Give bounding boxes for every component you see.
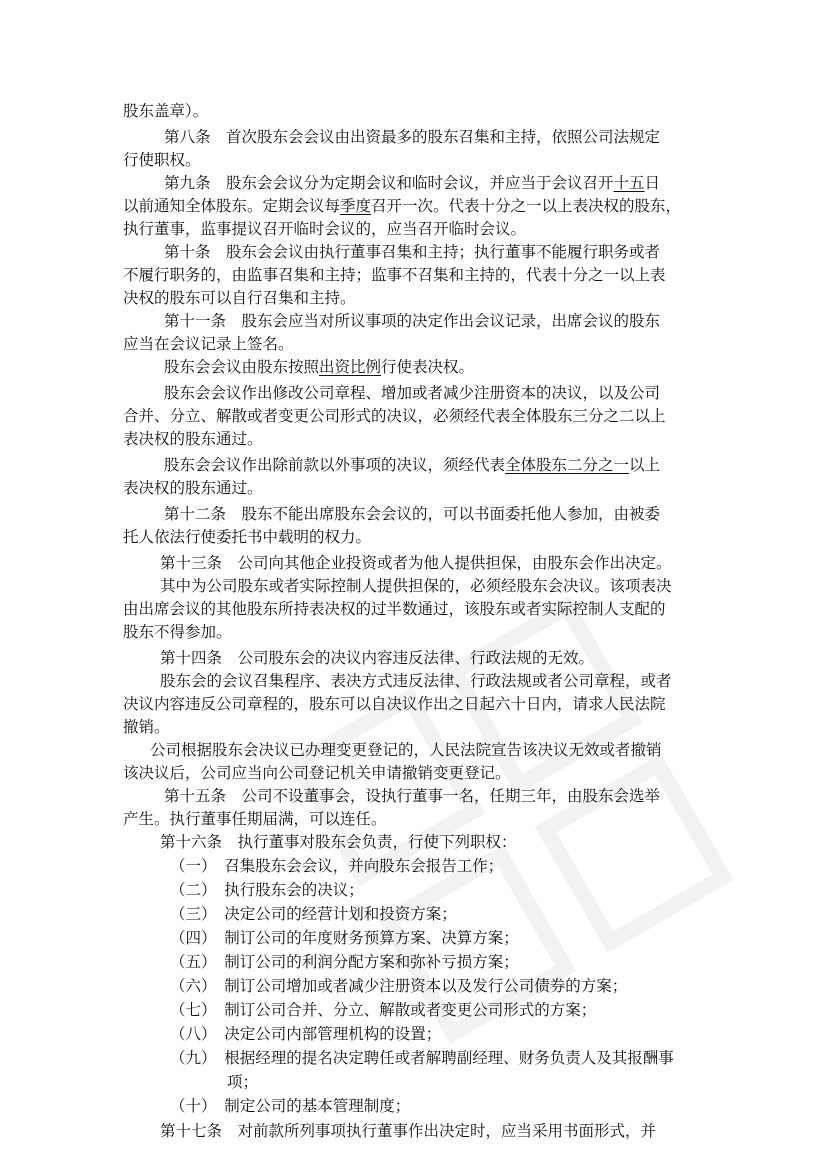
text-line: 第八条 首次股东会会议由出资最多的股东召集和主持，依照公司法规定 [164, 128, 661, 146]
text-segment: 行使表决权。 [381, 358, 475, 376]
list-item-continuation: 项； [227, 1073, 259, 1091]
text-line [164, 454, 660, 476]
text-line: 公司根据股东会决议已办理变更登记的，人民法院宣告该决议无效或者撤销 [150, 741, 662, 759]
text-segment: 第九条 股东会会议分为定期会议和临时会议，并应当于会议召开 [164, 174, 614, 192]
text-line: 撤销。 [123, 718, 170, 736]
text-line [123, 195, 681, 217]
text-line: 第十六条 执行董事对股东会负责，行使下列职权： [160, 833, 517, 851]
text-line: 股东不得参加。 [123, 623, 232, 641]
list-item: （六） 制订公司增加或者减少注册资本以及发行公司债券的方案； [170, 977, 628, 995]
list-item: （二） 执行股东会的决议； [170, 881, 364, 899]
text-line: 第十五条 公司不设董事会，设执行董事一名，任期三年，由股东会选举 [164, 787, 661, 805]
text-line: 第十二条 股东不能出席股东会会议的，可以书面委托他人参加，由被委 [164, 505, 661, 523]
list-item: （八） 决定公司内部管理机构的设置； [170, 1025, 442, 1043]
underlined-value: 出资比例 [319, 358, 382, 376]
text-line: 行使职权。 [123, 151, 201, 169]
list-item: （九） 根据经理的提名决定聘任或者解聘副经理、财务负责人及其报酬事 [170, 1049, 674, 1067]
text-line: 第十七条 对前款所列事项执行董事作出决定时，应当采用书面形式，并 [160, 1122, 657, 1140]
text-line [164, 172, 660, 194]
text-line: 决权的股东可以自行召集和主持。 [123, 289, 356, 307]
list-item: （三） 决定公司的经营计划和投资方案； [170, 905, 457, 923]
underlined-value: 十五 [613, 174, 645, 192]
list-item: （七） 制订公司合并、分立、解散或者变更公司形式的方案； [170, 1001, 597, 1019]
underlined-value: 季度 [340, 197, 372, 215]
list-item: （四） 制订公司的年度财务预算方案、决算方案； [170, 929, 519, 947]
text-segment: 股东会会议作出除前款以外事项的决议，须经代表 [164, 456, 506, 474]
text-line: 决议内容违反公司章程的，股东可以自决议作出之日起六十日内，请求人民法院 [123, 695, 666, 713]
list-item: （十） 制定公司的基本管理制度； [170, 1097, 411, 1115]
list-item: （五） 制订公司的利润分配方案和弥补亏损方案； [170, 953, 519, 971]
text-segment: 股东会会议由股东按照 [164, 358, 320, 376]
text-line: 执行董事，监事提议召开临时会议的，应当召开临时会议。 [123, 220, 527, 238]
text-line: 产生。执行董事任期届满，可以连任。 [123, 810, 387, 828]
text-line: 第十条 股东会会议由执行董事召集和主持；执行董事不能履行职务或者 [164, 243, 661, 261]
text-line: 第十一条 股东会应当对所议事项的决定作出会议记录，出席会议的股东 [164, 312, 661, 330]
text-line: 托人依法行使委托书中载明的权力。 [123, 528, 372, 546]
text-segment: 以前通知全体股东。定期会议每 [123, 197, 341, 215]
text-line: 由出席会议的其他股东所持表决权的过半数通过，该股东或者实际控制人支配的 [123, 600, 666, 618]
text-line: 其中为公司股东或者实际控制人提供担保的，必须经股东会决议。该项表决 [160, 577, 672, 595]
text-line [164, 356, 474, 378]
text-segment: 召开一次。代表十分之一以上表决权的股东， [371, 197, 682, 215]
text-line: 股东盖章）。 [123, 102, 209, 120]
text-line: 表决权的股东通过。 [123, 430, 263, 448]
underlined-value: 全体股东二分之一 [505, 456, 630, 474]
list-item: （一） 召集股东会会议，并向股东会报告工作； [170, 857, 504, 875]
text-segment: 以上 [629, 456, 661, 474]
text-line: 应当在会议记录上签名。 [123, 335, 294, 353]
text-line: 第十四条 公司股东会的决议内容违反法律、行政法规的无效。 [160, 649, 595, 667]
text-line: 股东会会议作出修改公司章程、增加或者减少注册资本的决议，以及公司 [164, 384, 661, 402]
text-line: 表决权的股东通过。 [123, 479, 263, 497]
text-line: 该决议后，公司应当向公司登记机关申请撤销变更登记。 [123, 764, 511, 782]
text-line: 股东会的会议召集程序、表决方式违反法律、行政法规或者公司章程，或者 [160, 672, 672, 690]
text-segment: 日 [644, 174, 661, 192]
text-line: 第十三条 公司向其他企业投资或者为他人提供担保，由股东会作出决定。 [160, 554, 672, 572]
text-line: 不履行职务的，由监事召集和主持；监事不召集和主持的，代表十分之一以上表 [123, 266, 666, 284]
text-line: 合并、分立、解散或者变更公司形式的决议，必须经代表全体股东三分之二以上 [123, 407, 666, 425]
